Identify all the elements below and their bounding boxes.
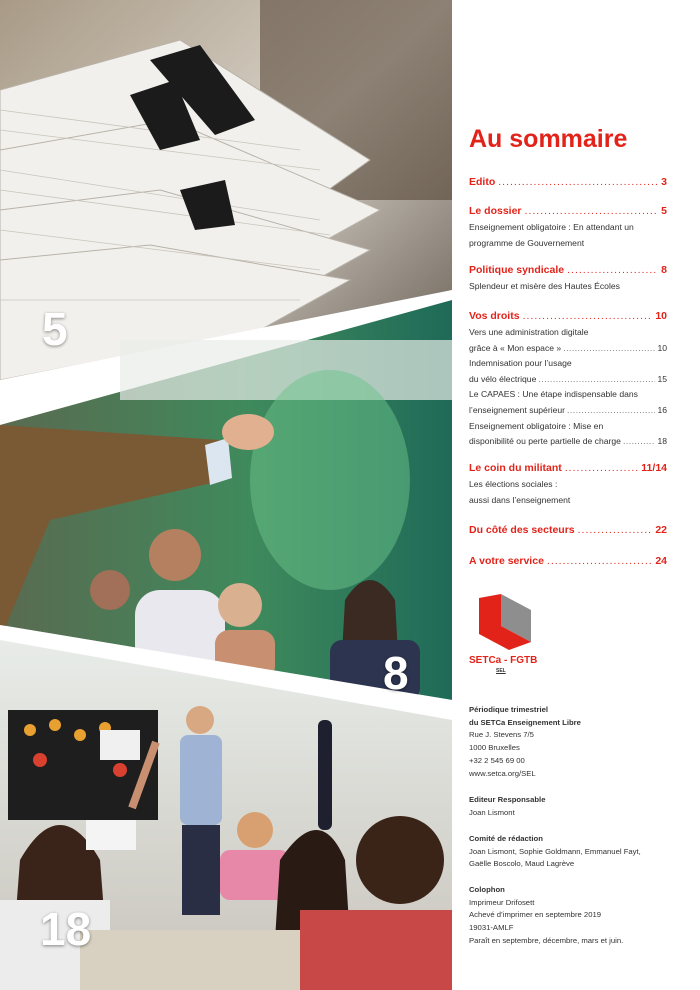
toc-entry-page: 22 [655,524,667,536]
toc-entry-a-votre-service[interactable] [469,555,667,567]
toc-sub-line: Enseignement obligatoire : Mise en [469,420,604,431]
toc-entry-page: 3 [661,176,667,188]
toc-sub-line: disponibilité ou perte partielle de charge ..... 18 [469,434,667,450]
toc-entry-label: Du côté des secteurs [469,524,575,536]
toc-sub-line: Indemnisation pour l’usage [469,358,572,369]
toc-sub-line: Les élections sociales : [469,479,558,489]
toc-entry-page: 10 [655,310,667,322]
toc-sub-line: programme de Gouvernement [469,237,585,248]
toc-entry-label: Le dossier [469,205,522,217]
toc-sub-line: grâce à « Mon espace » ..... 10 [469,341,667,357]
toc-entry-label: Politique syndicale [469,264,565,276]
toc-entry-page: 11/14 [641,462,667,474]
toc-entry-coin-du-militant[interactable] [469,462,667,508]
toc-entry-label: Le coin du militant [469,462,562,474]
photo-page-number: 8 [383,647,409,699]
toc-entry-page: 5 [661,205,667,217]
toc-entry-page: 8 [661,264,667,276]
toc-entry-du-cote-des-secteurs[interactable] [469,524,667,536]
colophon-block: Colophon Imprimeur Drifosett Achevé d’imprimer en septembre 2019 19031-AMLF Paraît en septembre, décembre, mars et juin. [469,885,624,945]
toc-entry-vos-droits[interactable] [469,310,667,450]
publisher-block: Périodique trimestriel du SETCa Enseignement Libre Rue J. Stevens 7/5 1000 Bruxelles +32 2 545 69 00 www.setca.org/SEL [469,705,581,778]
toc-entry-label: A votre service [469,555,544,567]
toc-entry-dossier[interactable] [469,205,667,251]
toc-sub-line: Vers une administration digitale [469,327,589,337]
logo-name: SETCa - FGTB [469,655,538,666]
toc-title: Au sommaire [469,125,628,153]
toc-entry-page: 24 [655,555,667,567]
toc-entry-edito[interactable] [469,176,667,188]
toc-sub-line: l’enseignement supérieur ..... 16 [469,403,667,419]
committee-block: Comité de rédaction Joan Lismont, Sophie Goldmann, Emmanuel Fayt, Gaëlle Boscolo, Maud Lagrève [469,834,641,869]
toc-entry-label: Vos droits [469,310,520,322]
toc-sub-line: Enseignement obligatoire : En attendant un [469,222,634,232]
editor-block: Editeur Responsable Joan Lismont [469,795,546,817]
logo-sub: SEL [496,668,506,674]
toc-entry-politique-syndicale[interactable] [469,264,667,295]
photo-page-number: 18 [40,903,92,955]
photo-page-number: 5 [42,303,68,355]
toc-sub-line: du vélo électrique ..... 15 [469,372,667,388]
toc-sub-line: aussi dans l’enseignement [469,494,571,505]
toc-sub-line: Le CAPAES : Une étape indispensable dans [469,389,638,400]
toc-entry-label: Edito [469,176,496,188]
toc-sub-line: Splendeur et misère des Hautes Écoles [469,281,620,291]
